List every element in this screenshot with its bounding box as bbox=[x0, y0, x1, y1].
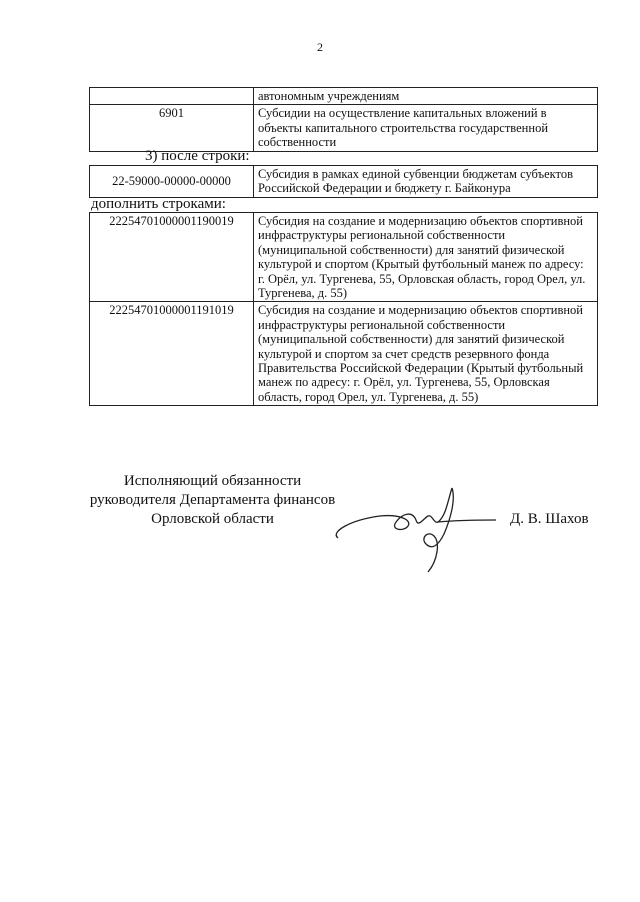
description-cell: Субсидии на осуществление капитальных вложений в объекты капитального строительства государственной собственности bbox=[254, 105, 598, 151]
description-cell: Субсидия на создание и модернизацию объектов спортивной инфраструктуры региональной собственности (муниципальной собственности) для занятий физической культурой и спортом (Крытый футбольный манеж по адресу: г. Орёл, ул. Тургенева, 55, Орловская область, город Орел, ул. Тургенева, д. 55) bbox=[254, 213, 598, 302]
signatory-title-line: Орловской области bbox=[151, 511, 274, 527]
description-cell: Субсидия на создание и модернизацию объектов спортивной инфраструктуры региональной собственности (муниципальной собственности) для занятий физической культурой и спортом за счет средств резервного фонда Правительства Российской Федерации (Крытый футбольный манеж по адресу: г. Орёл, ул. Тургенева, 55, Орловская область, город Орел, ул. Тургенева, д. 55) bbox=[254, 302, 598, 406]
code-cell: 22254701000001190019 bbox=[90, 213, 254, 302]
table-row bbox=[90, 213, 598, 302]
budget-table-after bbox=[89, 165, 598, 198]
table-row bbox=[90, 88, 598, 105]
code-cell: 22-59000-00000-00000 bbox=[90, 166, 254, 198]
budget-table-top bbox=[89, 87, 598, 152]
description-cell: автономным учреждениям bbox=[254, 88, 598, 105]
section-label-after-row: 3) после строки: bbox=[145, 148, 250, 164]
page-number: 2 bbox=[317, 40, 323, 54]
table-row bbox=[90, 166, 598, 198]
table-row bbox=[90, 105, 598, 151]
description-cell: Субсидия в рамках единой субвенции бюджетам субъектов Российской Федерации и бюджету г. Байконура bbox=[254, 166, 598, 198]
signatory-title-line: Исполняющий обязанности bbox=[123, 473, 302, 489]
handwritten-signature bbox=[320, 480, 510, 580]
code-cell bbox=[90, 88, 254, 105]
signatory-title-line: руководителя Департамента финансов bbox=[89, 492, 336, 508]
code-cell: 22254701000001191019 bbox=[90, 302, 254, 406]
table-row bbox=[90, 302, 598, 406]
signer-name: Д. В. Шахов bbox=[510, 511, 589, 527]
code-cell: 6901 bbox=[90, 105, 254, 151]
section-label-add-rows: дополнить строками: bbox=[91, 196, 226, 212]
budget-table-add bbox=[89, 212, 598, 406]
signatory-title-block bbox=[85, 472, 340, 529]
